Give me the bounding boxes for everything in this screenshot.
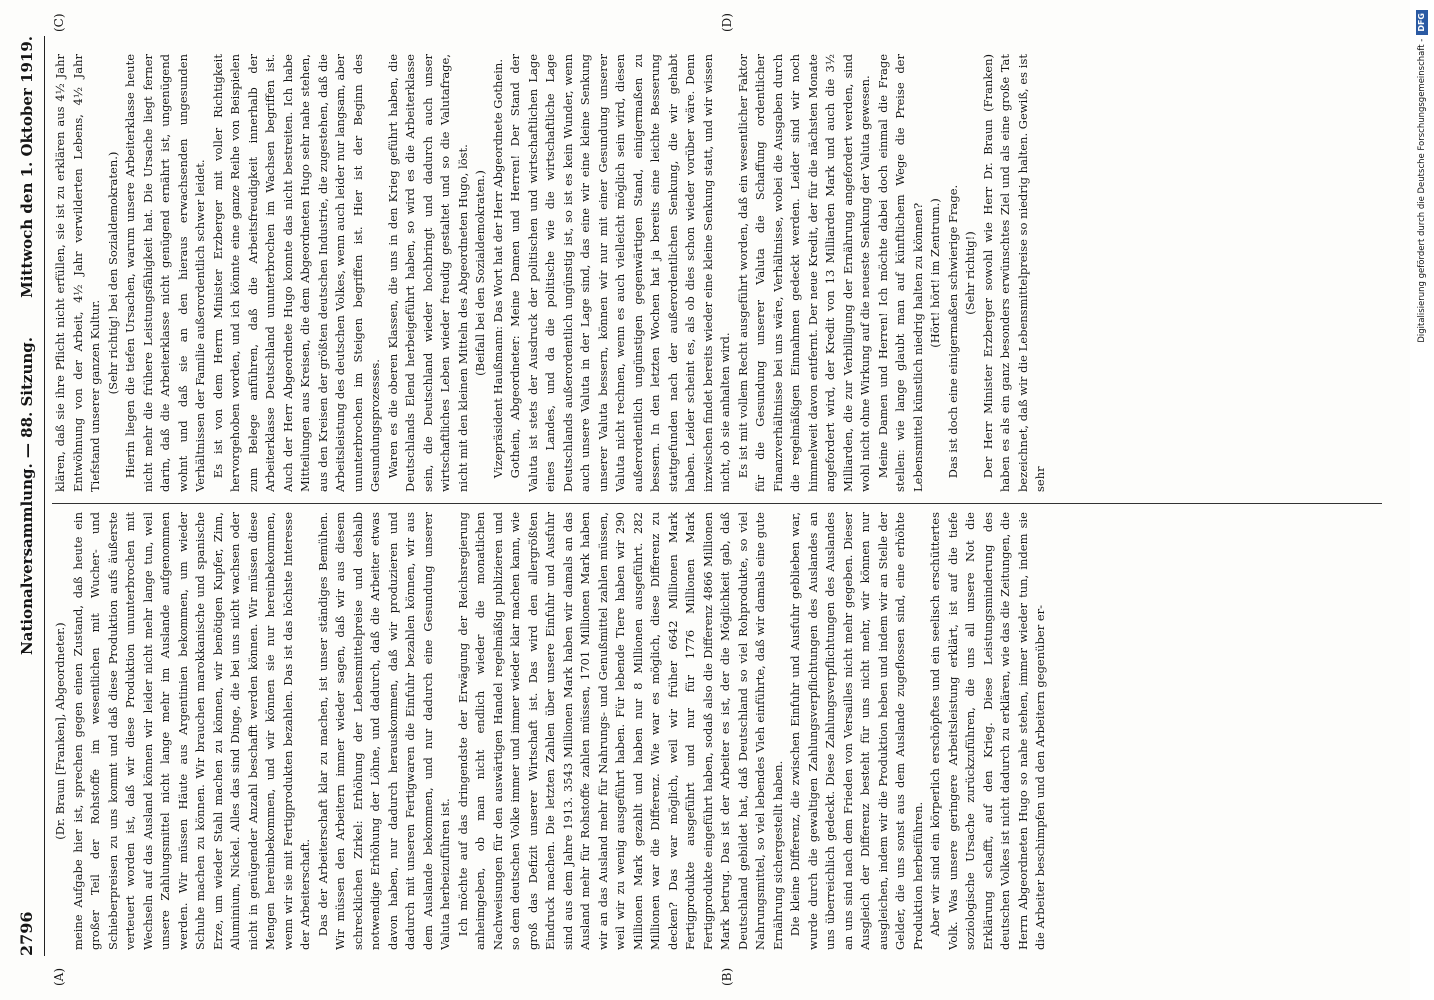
paragraph: Hierin liegen die tiefen Ursachen, warum unsere Arbeiterklasse heute nicht mehr die frühere Leistungsfähigkeit hat. Die Ursache liegt ferner darin, daß die Arbeiterklasse nicht genügend ernährt ist, ungenügend wohnt und daß sie an den hieraus erwachsenden ungesunden Verhältnissen der Familie außerordentlich schwer leidet.: [123, 54, 207, 492]
margin-mark-a: (A): [52, 967, 66, 986]
digitization-credit: [1414, 10, 1430, 990]
paragraph: Es ist mit vollem Recht ausgeführt worden, daß ein wesentlicher Faktor für die Gesundung unserer Valuta die Schaffung ordentlicher Finanzverhältnisse bei uns wäre, Verhältnisse, wobei die Ausgaben durch die regelmäßigen Einnahmen gedeckt werden. Leider sind wir noch himmelweit davon entfernt. Der neue Kredit, der für die nächsten Monate angefordert wird, der Kredit von 13 Milliarden Mark und auch die 3½ Milliarden, die zur Verbilligung der Ernährung angefordert werden, sind wohl nicht ohne Wirkung auf die neueste Senkung der Valuta gewesen.: [735, 54, 872, 492]
dfg-logo: DFG: [1416, 10, 1428, 35]
paragraph: Waren es die oberen Klassen, die uns in den Krieg geführt haben, die Deutschlands Elend herbeigeführt haben, so wird es die Arbeiterklasse sein, die Deutschland wieder hochbringt und dadurch auch unser wirtschaftliches Leben wieder freudig gestaltet und so die Valutafrage, nicht mit den kleinen Mitteln des Abgeordneten Hugo, löst.: [385, 54, 470, 492]
credit-text: Digitalisierung gefördert durch die Deutsche Forschungsgemeinschaft -: [1417, 38, 1427, 343]
left-column: [52, 512, 1392, 950]
header-title: Nationalversammlung. — 88. Sitzung.: [18, 337, 36, 655]
margin-mark-d: (D): [720, 13, 734, 32]
paragraph: Aber wir sind ein körperlich erschöpftes und ein seelisch erschüttertes Volk. Was unsere geringere Arbeitsleistung erklärt, ist auf die tiefe soziologische Ursache zurückzuführen, die uns all unsere Not die Erklärung schafft, auf den Krieg. Diese Leistungsminderung des deutschen Volkes ist nicht dadurch zu erklären, wie das die Zeitungen, die Herrn Abgeordneten Hugo so nahe stehen, immer wieder tun, indem sie die Arbeiter beschimpfen und den Arbeitern gegenüber er-: [928, 512, 1047, 950]
paragraph: Es ist von dem Herrn Minister Erzberger mit voller Richtigkeit hervorgehoben worden, und ich könnte eine ganze Reihe von Beispielen zum Belege anführen, daß die Arbeitsfreudigkeit innerhalb der Arbeiterklasse Deutschland ununterbrochen im Wachsen begriffen ist. Auch der Herr Abgeordnete Hugo konnte das nicht bestreiten. Ich habe Mitteilungen aus Kreisen, die dem Abgeordneten Hugo sehr nahe stehen, aus den Kreisen der größten deutschen Industrie, die zugestehen, daß die Arbeitsleistung des deutschen Volkes, wenn auch leider nur langsam, aber ununterbrochen im Steigen begriffen ist. Hier ist der Beginn des Gesundungsprozesses.: [210, 54, 382, 492]
paragraph: Die kleine Differenz, die zwischen Einfuhr und Ausfuhr geblieben war, wurde durch die gewaltigen Zahlungsverpflichtungen des Auslandes an uns überreichlich gedeckt. Diese Zahlungsverpflichtungen des Auslandes an uns sind nach dem Frieden von Versailles nicht mehr gegeben. Dieser Ausgleich der Differenz besteht für uns nicht mehr, wir können nur ausgleichen, indem wir die Produktion heben und indem wir an Stelle der Gelder, die uns sonst aus dem Auslande zugeflossen sind, eine erhöhte Produktion herbeiführen.: [788, 512, 925, 950]
column-rule: [52, 503, 1382, 504]
margin-mark-c: (C): [52, 13, 66, 32]
paragraph: klären, daß sie ihre Pflicht nicht erfüllen, sie ist zu erklären aus 4½ Jahr Entwöhnung von der Arbeit, 4½ Jahr verwilderten Lebens, 4½ Jahr Tiefstand unserer ganzen Kultur.: [53, 54, 102, 492]
interjection: (Hört! hört! im Zentrum.): [928, 198, 942, 348]
paragraph: Der Herr Minister Erzberger sowohl wie Herr Dr. Braun (Franken) haben es als ein ganz besonders erwünschtes Ziel und als eine große Tat bezeichnet, daß wir die Lebensmittelpreise so niedrig halten. Gewiß, es ist sehr: [980, 54, 1047, 492]
interjection: (Sehr richtig!): [963, 231, 977, 315]
interjection: (Beifall bei den Sozialdemokraten.): [473, 170, 487, 376]
running-header: [12, 36, 42, 956]
paragraph: Das ist doch eine einigermaßen schwierige Frage.: [945, 184, 960, 479]
paragraph: Das der Arbeiterschaft klar zu machen, ist unser ständiges Bemühen. Wir müssen den Arbeitern immer wieder sagen, daß wir aus diesem schrecklichen Zirkel: Erhöhung der Lebensmittelpreise und deshalb notwendige Erhöhung der Löhne, und dadurch, daß die Arbeiter etwas davon haben, nur dadurch herauskommen, daß wir produzieren und dadurch mit unseren Fertigwaren die Einfuhr bezahlen können, wir aus dem Auslande bekommen, und nur dadurch eine Gesundung unserer Valuta herbeizuführen ist.: [315, 512, 452, 950]
paragraph: meine Aufgabe hier ist, sprechen gegen einen Zustand, daß heute ein großer Teil der Rohstoffe im wesentlichen mit Wucher- und Schieberpreisen zu uns kommt und daß diese Produktion aufs äußerste verteuert worden ist, daß wir diese Produktion ununterbrochen mit Wechseln auf das Ausland können wir leider nicht mehr lange tun, weil unsere Zahlungsmittel nicht lange mehr im Auslande aufgenommen werden. Wir müssen Häute aus Argentinien bekommen, um wieder Schuhe machen zu können. Wir brauchen marokkanische und spanische Erze, um wieder Stahl machen zu können, wir benötigen Kupfer, Zinn, Aluminium, Nickel. Alles das sind Dinge, die bei uns nicht wachsen oder nicht in genügender Anzahl beschafft werden können. Wir müssen diese Mengen hereinbekommen, und wir können sie nur hereinbekommen, wenn wir sie mit Fertigprodukten bezahlen. Das ist das höchste Interesse der Arbeiterschaft.: [70, 512, 312, 950]
right-column: [52, 54, 1392, 492]
interjection: (Sehr richtig! bei den Sozialdemokraten.): [105, 151, 120, 395]
margin-mark-b: (B): [720, 967, 734, 986]
speaker-tag: (Dr. Braun [Franken], Abgeordneter.): [53, 622, 67, 840]
vice-president-statement: Vizepräsident Haußmann: Das Wort hat der Herr Abgeordnete Gothein.: [490, 59, 505, 479]
page-number: 2796: [17, 911, 36, 956]
paragraph: Meine Damen und Herren! Ich möchte dabei doch einmal die Frage stellen: wie lange glaubt man auf künftlichem Wege die Preise der Lebensmittel künstlich niedrig halten zu können?: [875, 54, 925, 492]
paragraph: Gothein, Abgeordneter: Meine Damen und Herren! Der Stand der Valuta ist stets der Ausdruck der politischen und wirtschaftlichen Lage eines Landes, und da die politische wie die wirtschaftliche Lage Deutschlands außerordentlich ungünstig ist, so ist es kein Wunder, wenn auch unsere Valuta in der Lage sind, das eine wir eine kleine Senkung unserer Valuta bessern, können wir nur mit einer Gesundung unserer Valuta nicht rechnen, wenn es auch vielleicht möglich sein wird, diesen außerordentlich ungünstigen gegenwärtigen Stand, einigermaßen zu bessern. In den letzten Wochen hat ja bereits eine leichte Besserung stattgefunden nach der außerordentlichen Senkung, die wir gehabt haben. Leider scheint es, als ob dies schon wieder vorüber wäre. Denn inzwischen findet bereits wieder eine kleine Senkung statt, und wir wissen nicht, ob sie anhalten wird.: [508, 54, 732, 492]
header-date: Mittwoch den 1. Oktober 1919.: [18, 36, 36, 298]
paragraph: Ich möchte auf das dringendste der Erwägung der Reichsregierung anheimgeben, ob man nicht endlich wieder die monatlichen Nachweisungen für den auswärtigen Handel regelmäßig publizieren und so dem deutschen Volke immer und immer wieder klar machen kann, wie groß das Defizit unserer Wirtschaft ist. Das wird den allergrößten Eindruck machen. Die letzten Zahlen über unsere Einfuhr und Ausfuhr sind aus dem Jahre 1913. 3543 Millionen Mark haben wir damals an das Ausland mehr für Rohstoffe zahlen müssen, 1701 Millionen Mark haben wir an das Ausland mehr für Nahrungs- und Genußmittel zahlen müssen, weil wir zu wenig ausgeführt haben. Für lebende Tiere haben wir 290 Millionen Mark gezahlt und haben nur 8 Millionen ausgeführt. 282 Millionen war die Differenz. Wie war es möglich, diese Differenz zu decken? Das war möglich, weil wir früher 6642 Millionen Mark Fertigprodukte ausgeführt und nur für 1776 Millionen Mark Fertigprodukte eingeführt haben, sodaß also die Differenz 4866 Millionen Mark betrug. Das ist der Arbeiter es ist, der die Möglichkeit gab, daß Deutschland gebildet hat, daß Deutschland so viel Rohprodukte, so viel Nahrungsmittel, so viel lebendes Vieh einführte, daß wir damals eine gute Ernährung sichergestellt haben.: [455, 512, 785, 950]
header-rule: [44, 36, 45, 956]
